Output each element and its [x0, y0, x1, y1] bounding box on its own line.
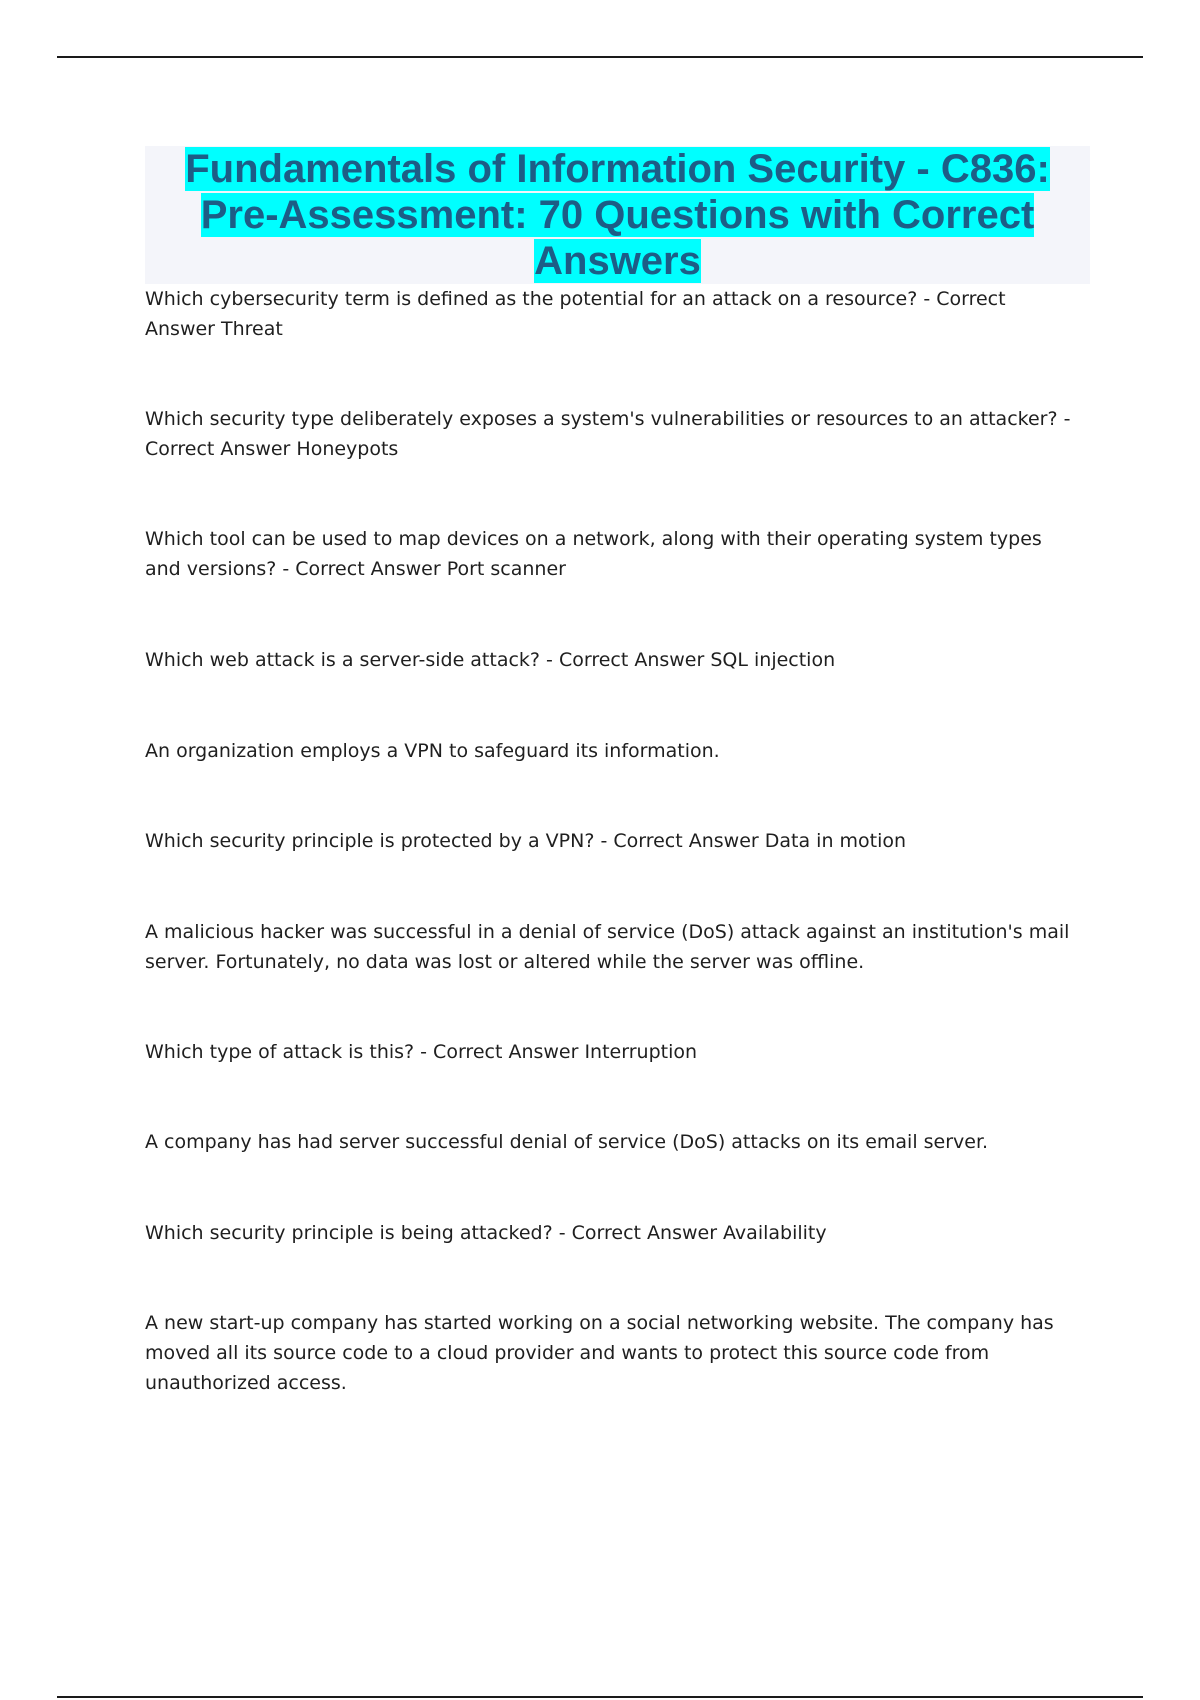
qa-item-2: Which security type deliberately exposes a system's vulnerabilities or resources to an attacker? - Correct Answer Honeypots — [145, 408, 1071, 460]
qa-item-11: A new start-up company has started working on a social networking website. The company has moved all its source code to a cloud provider and wants to protect this source code from unauthorized access. — [145, 1312, 1054, 1394]
bottom-rule — [57, 1696, 1143, 1698]
qa-item-9: A company has had server successful denial of service (DoS) attacks on its email server. — [145, 1131, 989, 1153]
qa-item-8: Which type of attack is this? - Correct Answer Interruption — [145, 1041, 698, 1063]
top-rule — [57, 56, 1143, 58]
qa-item-10: Which security principle is being attacked? - Correct Answer Availability — [145, 1222, 827, 1244]
title-box — [145, 146, 1090, 284]
qa-item-3: Which tool can be used to map devices on a network, along with their operating system types and versions? - Correct Answer Port scanner — [145, 528, 1042, 580]
qa-item-1: Which cybersecurity term is defined as the potential for an attack on a resource? - Correct Answer Threat — [145, 288, 1006, 340]
qa-item-7: A malicious hacker was successful in a denial of service (DoS) attack against an institution's mail server. Fortunately, no data was lost or altered while the server was offline. — [145, 921, 1070, 973]
document-title: Fundamentals of Information Security - C836: Pre-Assessment: 70 Questions with Correct Answers — [185, 147, 1050, 283]
qa-item-4: Which web attack is a server-side attack? - Correct Answer SQL injection — [145, 649, 836, 671]
qa-item-5: An organization employs a VPN to safeguard its information. — [145, 740, 720, 762]
qa-item-6: Which security principle is protected by a VPN? - Correct Answer Data in motion — [145, 830, 907, 852]
